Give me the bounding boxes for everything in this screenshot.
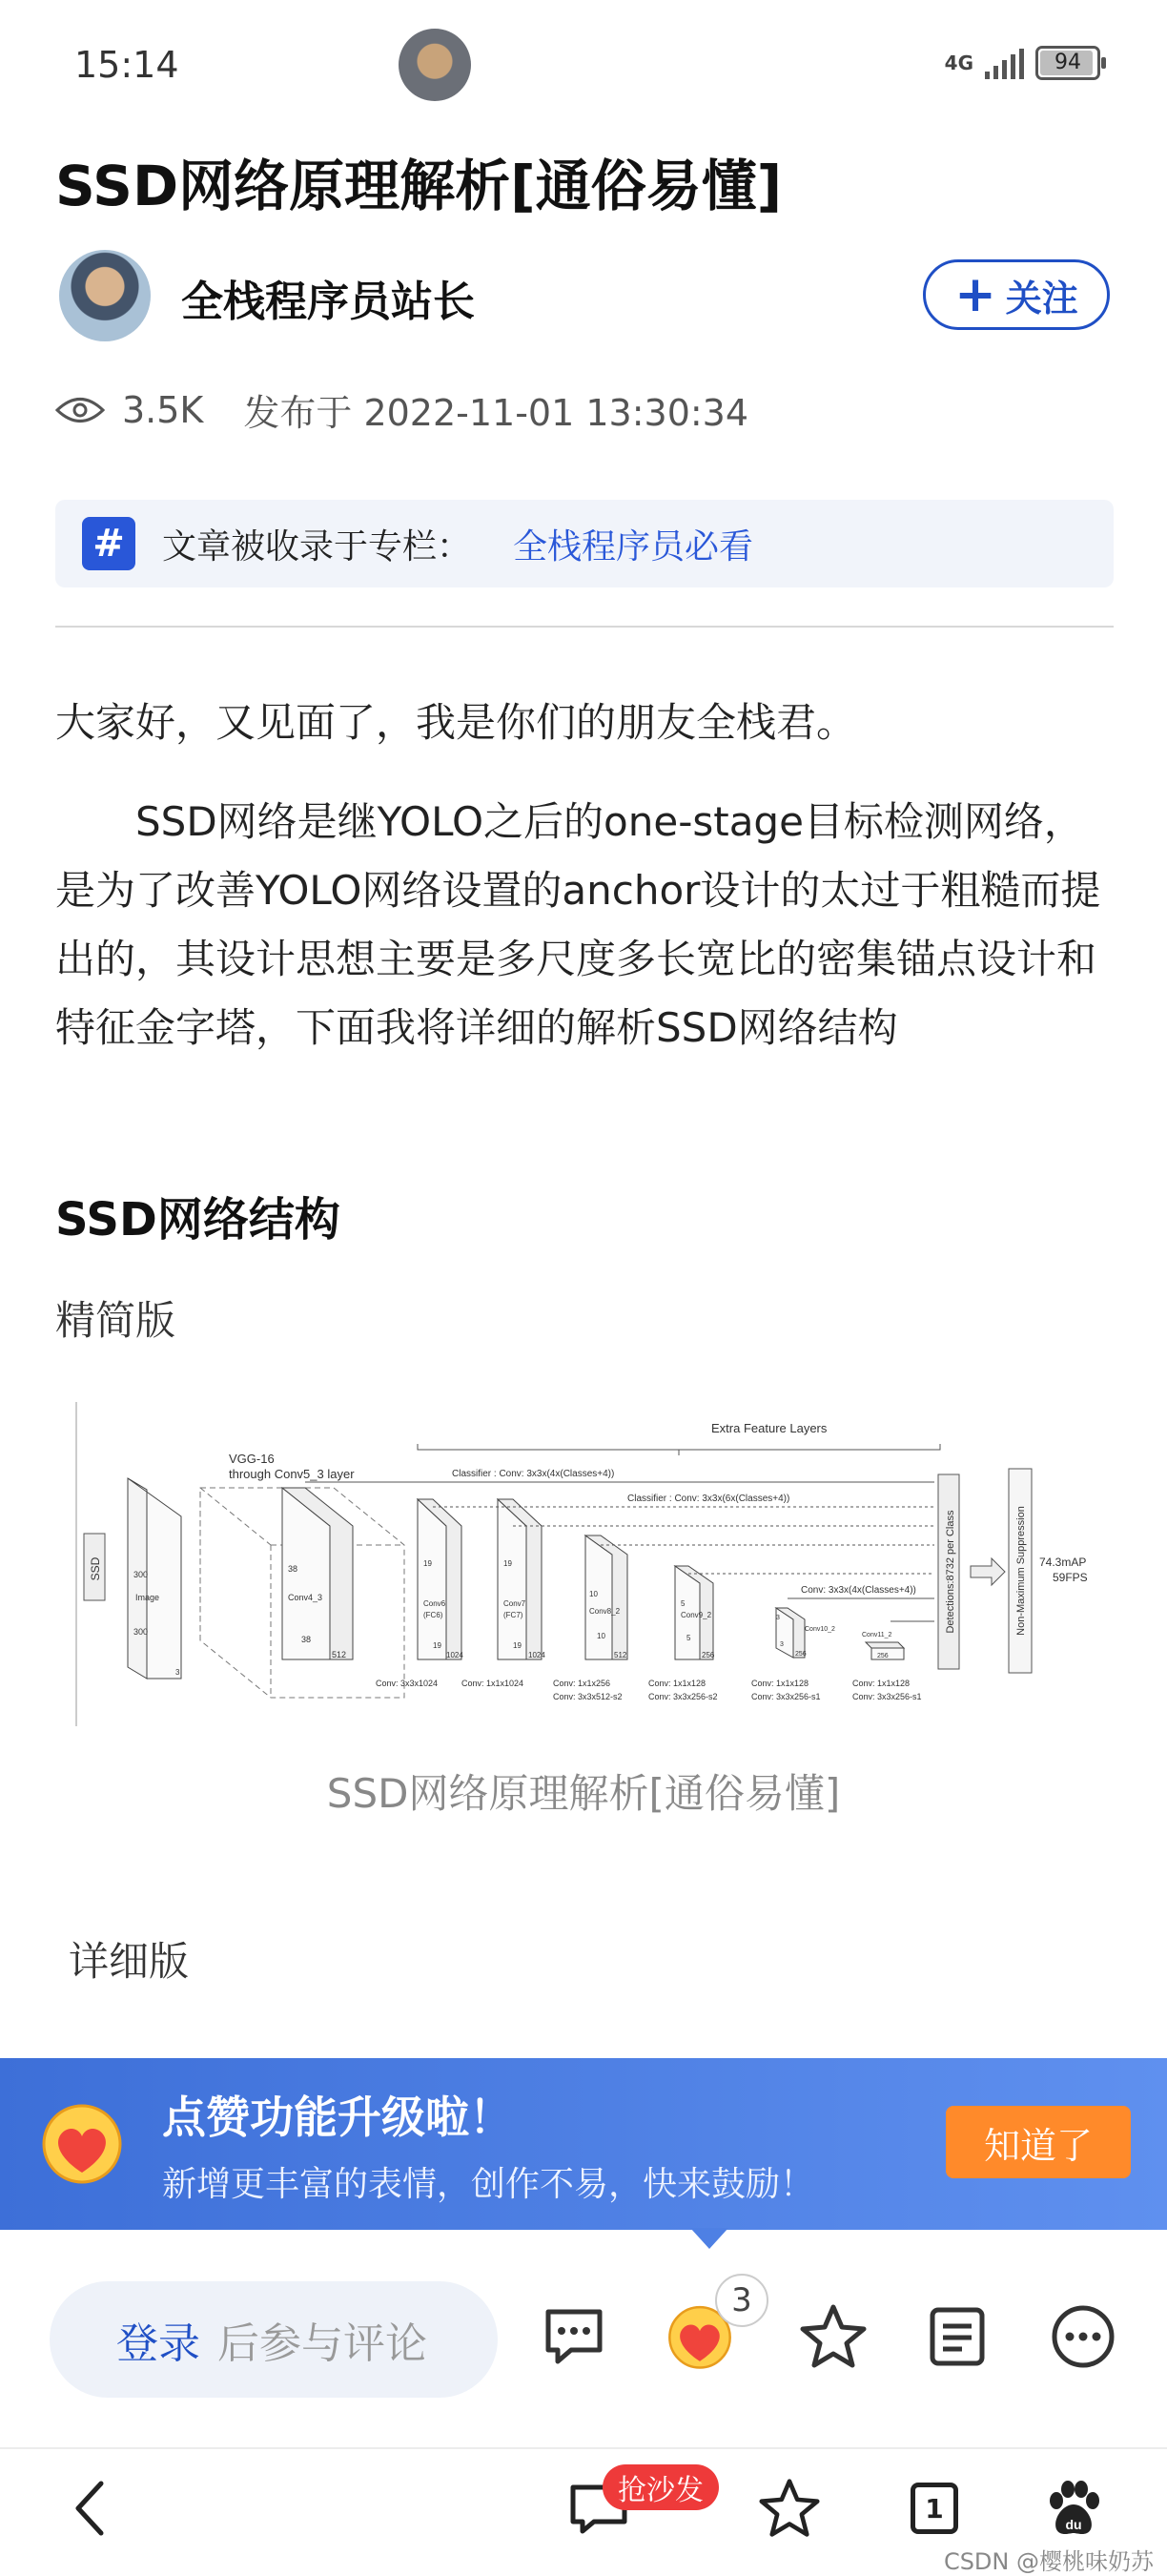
follow-button[interactable] [923,259,1110,330]
banner-subtitle: 新增更丰富的表情，创作不易，快来鼓励！ [162,2165,815,2204]
fig-10b: 10 [597,1632,605,1640]
back-icon[interactable] [51,2470,128,2546]
fig-fps: 59FPS [1053,1571,1088,1584]
fig-b4b: Conv: 3x3x256-s2 [648,1692,718,1701]
fig-256a: 256 [702,1651,715,1659]
fig-256b: 256 [795,1651,807,1658]
fig-19a: 19 [423,1559,432,1568]
grab-sofa-badge: 抢沙发 [603,2464,719,2510]
fig-3a: 3 [776,1615,780,1621]
got-it-button[interactable]: 知道了 [946,2106,1131,2178]
column-label: 文章被收录于专栏： [162,526,472,567]
fig-38a: 38 [288,1564,298,1574]
follow-label: 关注 [1005,277,1078,319]
fig-3b: 3 [780,1641,784,1648]
detailed-version-label: 详细版 [69,1938,190,1985]
fig-image: Image [135,1593,160,1602]
fig-b5a: Conv: 1x1x128 [751,1679,809,1688]
login-link[interactable]: 登录 [116,2319,200,2368]
fig-3: 3 [175,1668,180,1677]
fig-b6b: Conv: 3x3x256-s1 [852,1692,922,1701]
section-heading: SSD网络结构 [55,1193,340,1247]
article-title: SSD网络原理解析[通俗易懂] [55,154,783,218]
like-count-badge: 3 [715,2274,768,2327]
fig-cls3: Conv: 3x3x(4x(Classes+4)) [801,1585,916,1596]
baidu-paw-icon[interactable] [1035,2470,1112,2546]
fig-nms: Non-Maximum Suppression [1015,1506,1027,1636]
fig-conv10: Conv10_2 [805,1626,835,1633]
author-avatar[interactable] [59,250,151,341]
fig-19c: 19 [503,1559,512,1568]
view-count: 3.5K [122,388,204,431]
fig-19b: 19 [433,1641,441,1650]
fig-b2: Conv: 1x1x1024 [461,1679,524,1688]
fig-b3b: Conv: 3x3x512-s2 [553,1692,623,1701]
comment-icon[interactable] [536,2298,612,2375]
status-icons [945,46,1100,80]
fig-1024a: 1024 [446,1651,463,1659]
tab-count: 1 [911,2483,958,2534]
banner-title: 点赞功能升级啦！ [162,2092,513,2143]
fig-256c: 256 [877,1653,889,1659]
svg-text:du: du [1065,2517,1082,2532]
fig-extra: Extra Feature Layers [711,1421,828,1435]
more-icon[interactable] [1045,2298,1121,2375]
column-info [55,500,1114,587]
fig-conv7b: (FC7) [503,1611,523,1619]
fig-38b: 38 [301,1635,312,1644]
login-to-comment[interactable] [50,2281,498,2398]
battery-icon: 94 [1035,46,1100,80]
fig-conv4: Conv4_3 [288,1593,323,1602]
fig-b5b: Conv: 3x3x256-s1 [751,1692,821,1701]
fig-b4a: Conv: 1x1x128 [648,1679,706,1688]
eye-icon [55,396,105,424]
plus-icon: + [954,266,996,323]
fig-300b: 300 [133,1627,149,1637]
fig-1024b: 1024 [528,1651,545,1659]
fig-5a: 5 [681,1599,686,1608]
author-name[interactable]: 全栈程序员站长 [181,278,475,326]
column-link[interactable]: 全栈程序员必看 [513,526,754,567]
fig-det: Detections:8732 per Class [945,1510,956,1634]
fig-5b: 5 [686,1634,691,1642]
fig-conv11: Conv11_2 [862,1632,892,1638]
fig-cls2: Classifier : Conv: 3x3x(6x(Classes+4)) [627,1494,790,1504]
signal-icon [985,47,1024,79]
comment-hint: 后参与评论 [217,2319,427,2368]
fig-conv8: Conv8_2 [589,1607,621,1616]
paragraph-greeting: 大家好，又见面了，我是你们的朋友全栈君。 [55,699,857,746]
figure-caption: SSD网络原理解析[通俗易懂] [326,1770,841,1817]
ssd-architecture-figure[interactable] [71,1402,1100,1736]
fig-cls1: Classifier : Conv: 3x3x(4x(Classes+4)) [452,1469,615,1479]
fig-512b: 512 [614,1651,627,1659]
fig-512: 512 [332,1650,347,1659]
notification-avatar [399,29,471,101]
hashtag-icon: # [82,517,135,570]
status-time: 15:14 [74,44,179,86]
tabs-icon[interactable] [896,2470,972,2546]
heart-emoji-icon [36,2100,128,2186]
fig-b1: Conv: 3x3x1024 [376,1679,439,1688]
favorite-nav-icon[interactable] [751,2470,828,2546]
paragraph-intro: SSD网络是继YOLO之后的one-stage目标检测网络，是为了改善YOLO网络设置的anchor设计的太过于粗糙而提出的，其设计思想主要是多尺度多长宽比的密集锚点设计和特征金字塔，下面我将详细的解析SSD网络结构 [55,798,1101,1051]
fig-19d: 19 [513,1641,522,1650]
publish-date: 发布于 2022-11-01 13:30:34 [243,392,749,434]
watermark: CSDN @樱桃味奶苏 [943,2548,1154,2575]
fig-conv6b: (FC6) [423,1611,443,1619]
fig-map: 74.3mAP [1039,1556,1087,1569]
divider [55,626,1114,628]
article-meta [55,383,748,436]
fig-10a: 10 [589,1590,598,1598]
fig-conv9: Conv9_2 [681,1611,712,1619]
fig-b3a: Conv: 1x1x256 [553,1679,611,1688]
fig-b6a: Conv: 1x1x128 [852,1679,911,1688]
fig-vgg2: through Conv5_3 layer [229,1467,355,1481]
fig-vgg: VGG-16 [229,1452,275,1466]
network-label: 4G [944,52,973,74]
bottom-divider [0,2447,1167,2449]
simple-version-label: 精简版 [55,1297,176,1344]
star-icon[interactable] [795,2298,871,2375]
fig-300a: 300 [133,1570,149,1579]
document-icon[interactable] [919,2298,995,2375]
banner-pointer [690,2228,728,2249]
fig-conv6: Conv6 [423,1599,446,1608]
fig-ssd: SSD [89,1556,102,1581]
fig-conv7: Conv7 [503,1599,526,1608]
